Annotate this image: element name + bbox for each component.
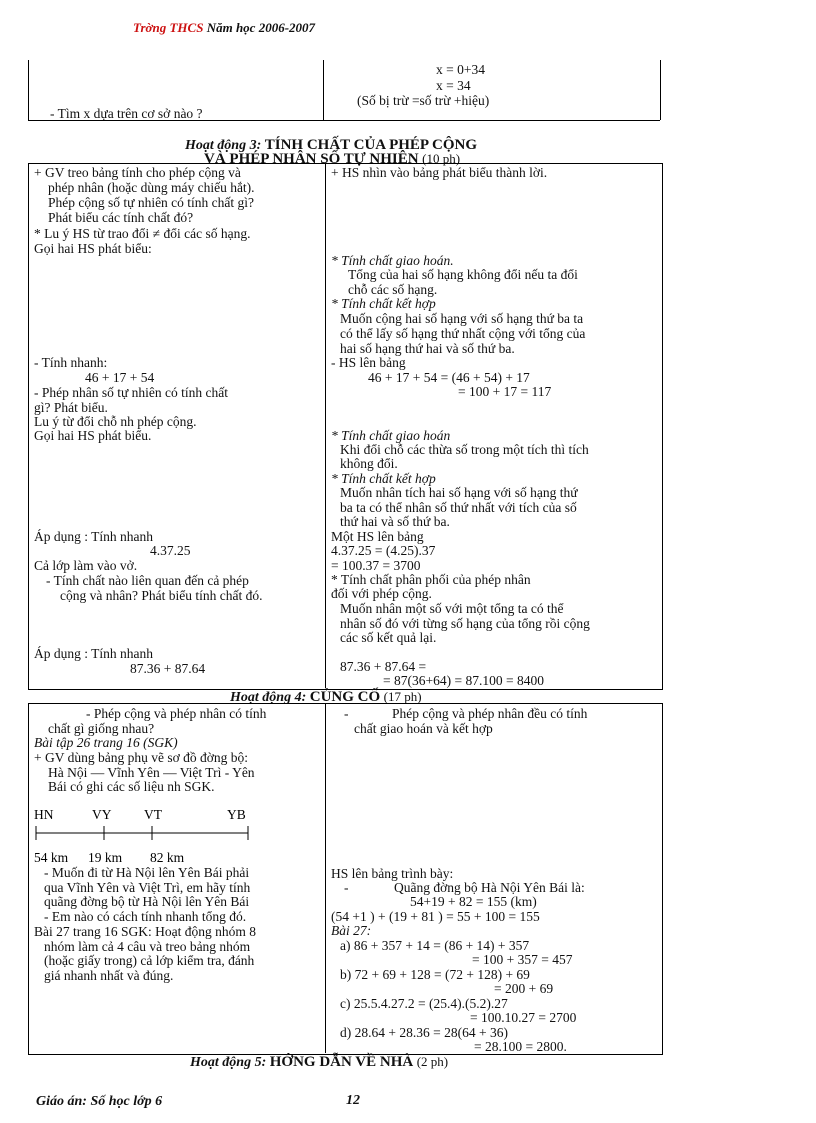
a3-left-line: Cả lớp làm vào vở. [34, 558, 138, 573]
top-right-line: (Số bị trừ =số trừ +hiệu) [357, 93, 490, 108]
a3-right-line: ba ta có thể nhân số thứ nhất với tích của số [340, 500, 577, 515]
a4-left-line: Bài tập 26 trang 16 (SGK) [34, 735, 178, 750]
a4-right-line: b) 72 + 69 + 128 = (72 + 128) + 69 [340, 967, 530, 982]
top-left-line: - Tìm x dựa trên cơ sở nào ? [50, 106, 203, 121]
a3-left-line: Áp dụng : Tính nhanh [34, 646, 153, 661]
a3-left-line: + GV treo bảng tính cho phép cộng và [34, 165, 241, 180]
activity4-divider [325, 703, 326, 1053]
a3-left-line: Áp dụng : Tính nhanh [34, 529, 153, 544]
a4-left-line: nhóm làm cả 4 câu và treo bảng nhóm [44, 939, 251, 954]
activity3-divider [325, 163, 326, 688]
a3-right-line: 4.37.25 = (4.25).37 [331, 543, 436, 558]
a4-left-line: - Phép cộng và phép nhân có tính [86, 706, 267, 721]
activity3-title1: TÍNH CHẤT CỦA PHÉP CỘNG [264, 137, 477, 153]
activity4-title: CỦNG CỐ [309, 689, 381, 705]
a3-right-line: đối với phép cộng. [331, 586, 432, 601]
a4-right-line: Bài 27: [331, 923, 372, 938]
a4-left-line: giá nhanh nhất và đúng. [44, 968, 174, 983]
a3-right-line: * Tính chất phân phối của phép nhân [331, 572, 531, 587]
a3-left-line: Lu ý từ đổi chỗ nh phép cộng. [34, 414, 197, 429]
a3-right-line: * Tính chất kết hợp [331, 471, 436, 486]
a3-right-line: có thể lấy số hạng thứ nhất cộng với tổng của [340, 326, 586, 341]
a4-right-dash: - [344, 706, 349, 721]
page-header [133, 20, 315, 36]
a3-right-line: thứ hai và số thứ ba. [340, 514, 450, 529]
footer-title: Giáo án: Số học lớp 6 [36, 1094, 163, 1109]
distance-vy-vt: 19 km [88, 850, 123, 865]
page-number: 12 [346, 1093, 360, 1108]
top-right-line: x = 34 [436, 78, 471, 93]
a3-left-line: Gọi hai HS phát biểu. [34, 428, 152, 443]
a3-left-line: - Phép nhân số tự nhiên có tính chất [34, 385, 229, 400]
a3-left-line: - Tính chất nào liên quan đến cả phép [46, 573, 249, 588]
a3-right-line: - HS lên bảng [331, 355, 406, 370]
top-table-divider [323, 60, 324, 120]
a3-right-line: 46 + 17 + 54 = (46 + 54) + 17 [368, 370, 530, 385]
a3-left-line: Phát biểu các tính chất đó? [48, 210, 194, 225]
a3-left-line: * Lu ý HS từ trao đổi ≠ đổi các số hạng. [34, 226, 251, 241]
activity3-duration: (10 ph) [422, 151, 461, 166]
a4-right-line: = 28.100 = 2800. [474, 1039, 567, 1054]
a3-right-line: * Tính chất kết hợp [331, 296, 436, 311]
a4-left-line: Bài 27 trang 16 SGK: Hoạt động nhóm 8 [34, 924, 256, 939]
station-hn: HN [34, 807, 54, 822]
a4-right-line: c) 25.5.4.27.2 = (25.4).(5.2).27 [340, 996, 508, 1011]
a3-left-line: 4.37.25 [150, 543, 191, 558]
a3-right-line: Muốn nhân tích hai số hạng với số hạng thứ [340, 485, 578, 500]
a4-left-line: - Muốn đi từ Hà Nội lên Yên Bái phải [44, 865, 250, 880]
a3-right-line: * Tính chất giao hoán. [331, 253, 454, 268]
a3-right-line: hai số hạng thứ hai và số thứ ba. [340, 341, 515, 356]
activity5-title: HỚNG DẪN VỀ NHÀ [269, 1054, 414, 1070]
a4-left-line: Hà Nội — Vĩnh Yên — Việt Trì - Yên [48, 765, 255, 780]
a3-right-line: Một HS lên bảng [331, 529, 424, 544]
a3-left-line: phép nhân (hoặc dùng máy chiếu hắt). [48, 180, 255, 195]
station-yb: YB [227, 807, 246, 822]
a3-right-line: = 100 + 17 = 117 [458, 384, 552, 399]
a4-right-line: = 100 + 357 = 457 [472, 952, 573, 967]
a4-right-line: = 200 + 69 [494, 981, 554, 996]
a3-left-line: 46 + 17 + 54 [85, 370, 155, 385]
activity4-label: Hoạt động 4: [230, 690, 307, 705]
a4-right-line: chất giao hoán và kết hợp [354, 721, 493, 736]
a3-right-line: Muốn nhân một số với một tổng ta có thể [340, 601, 564, 616]
a3-right-line: = 87(36+64) = 87.100 = 8400 [383, 673, 544, 688]
activity5-heading [190, 1054, 448, 1071]
a3-right-line: chỗ các số hạng. [348, 282, 438, 297]
distance-hn-vy: 54 km [34, 850, 69, 865]
activity3-title2: VÀ PHÉP NHÂN SỐ TỰ NHIÊN [204, 151, 419, 167]
top-right-line: x = 0+34 [436, 62, 485, 77]
a4-right-dash: - [344, 880, 349, 895]
school-year: Năm học 2006-2007 [206, 20, 316, 35]
a3-right-line: không đổi. [340, 456, 398, 471]
route-diagram [34, 806, 264, 870]
station-vy: VY [92, 807, 112, 822]
school-name: Trờng THCS [133, 20, 204, 35]
a4-right-line: Quãng đờng bộ Hà Nội Yên Bái là: [394, 880, 585, 895]
top-table-left-border [28, 60, 29, 120]
a4-right-line: d) 28.64 + 28.36 = 28(64 + 36) [340, 1025, 508, 1040]
top-table-right-border [660, 60, 661, 120]
a3-left-line: Gọi hai HS phát biểu: [34, 241, 152, 256]
distance-vt-yb: 82 km [150, 850, 185, 865]
a4-left-line: chất gì giống nhau? [48, 721, 155, 736]
a3-right-line: Khi đổi chỗ các thừa số trong một tích thì tích [340, 442, 589, 457]
a3-left-line: cộng và nhân? Phát biểu tính chất đó. [60, 588, 263, 603]
a3-left-line: - Tính nhanh: [34, 355, 108, 370]
a3-left-line: Phép cộng số tự nhiên có tính chất gì? [48, 195, 255, 210]
a4-right-line: HS lên bảng trình bày: [331, 866, 454, 881]
a4-left-line: Bái có ghi các số liệu nh SGK. [48, 779, 215, 794]
a4-right-line: (54 +1 ) + (19 + 81 ) = 55 + 100 = 155 [331, 909, 540, 924]
station-vt: VT [144, 807, 162, 822]
a3-right-line: * Tính chất giao hoán [331, 428, 451, 443]
a3-left-line: 87.36 + 87.64 [130, 661, 206, 676]
activity5-label: Hoạt động 5: [190, 1055, 267, 1070]
a3-right-line: Tổng của hai số hạng không đổi nếu ta đổi [348, 267, 578, 282]
a3-right-line: nhân số đó với từng số hạng của tổng rồi cộng [340, 616, 590, 631]
a3-right-line: = 100.37 = 3700 [331, 558, 421, 573]
activity5-duration: (2 ph) [416, 1054, 449, 1069]
activity4-duration: (17 ph) [383, 689, 422, 704]
a4-left-line: qua Vĩnh Yên và Việt Trì, em hãy tính [44, 880, 251, 895]
a3-right-line: 87.36 + 87.64 = [340, 659, 427, 674]
a4-left-line: + GV dùng bảng phụ vẽ sơ đồ đờng bộ: [34, 750, 249, 765]
a4-left-line: quãng đờng bộ từ Hà Nội lên Yên Bái [44, 894, 250, 909]
a4-left-line: - Em nào có cách tính nhanh tổng đó. [44, 909, 247, 924]
a4-right-line: = 100.10.27 = 2700 [470, 1010, 577, 1025]
a4-right-line: 54+19 + 82 = 155 (km) [410, 894, 537, 909]
activity3-label: Hoạt động 3: [185, 138, 262, 153]
a4-right-line: a) 86 + 357 + 14 = (86 + 14) + 357 [340, 938, 530, 953]
a3-left-line: gì? Phát biểu. [34, 400, 108, 415]
a3-right-line: Muốn cộng hai số hạng với số hạng thứ ba ta [340, 311, 584, 326]
a4-right-line: Phép cộng và phép nhân đều có tính [392, 706, 588, 721]
a3-right-line: + HS nhìn vào bảng phát biểu thành lời. [331, 165, 548, 180]
a4-left-line: (hoặc giấy trong) cả lớp kiểm tra, đánh [44, 953, 255, 968]
a3-right-line: các số kết quả lại. [340, 630, 437, 645]
